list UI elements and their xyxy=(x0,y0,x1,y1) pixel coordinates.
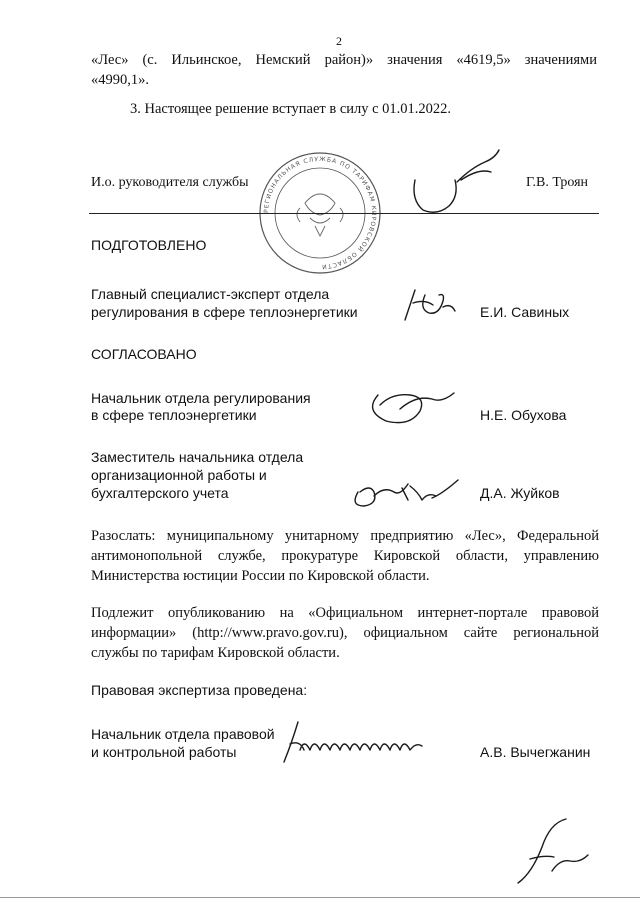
legal-review-position-line: Начальник отдела правовой xyxy=(91,726,275,742)
intro-paragraph xyxy=(91,50,597,90)
legal-review-position-line: и контрольной работы xyxy=(91,744,237,760)
stamp-emblem xyxy=(297,194,343,236)
agreed-position-line: в сфере теплоэнергетики xyxy=(91,407,257,423)
agreed-position-line: Начальник отдела регулирования xyxy=(91,390,311,406)
agreed-position-line: бухгалтерского учета xyxy=(91,485,229,501)
prepared-signature xyxy=(395,285,465,325)
item-3: 3. Настоящее решение вступает в силу с 01.01.2022. xyxy=(130,101,452,117)
agreed-signature-1 xyxy=(360,375,470,430)
legal-review-name: А.В. Вычегжанин xyxy=(480,744,591,760)
prepared-position-line: Главный специалист-эксперт отдела xyxy=(91,286,330,302)
agreed-signature-2 xyxy=(340,470,475,510)
distribution-line: антимонопольной службе, прокуратуре Кировской области, управлению xyxy=(91,548,599,564)
publication-paragraph xyxy=(91,603,599,663)
prepared-name: Е.И. Савиных xyxy=(480,304,570,320)
agreed-signer-name: Д.А. Жуйков xyxy=(480,485,560,501)
page-number: 2 xyxy=(336,34,342,48)
agreed-heading: СОГЛАСОВАНО xyxy=(91,346,197,362)
bottom-edge-line xyxy=(0,897,640,898)
legal-review-statement: Правовая экспертиза проведена: xyxy=(91,682,308,698)
initials-signature xyxy=(510,815,600,890)
head-signature xyxy=(395,140,505,220)
publication-line: службы по тарифам Кировской области. xyxy=(91,645,340,661)
intro-line: «4990,1». xyxy=(91,72,149,88)
agreed-position-line: организационной работы и xyxy=(91,467,267,483)
agreed-signer-name: Н.Е. Обухова xyxy=(480,407,567,423)
agreed-position-line: Заместитель начальника отдела xyxy=(91,449,304,465)
intro-line: «Лес» (с. Ильинское, Немский район)» значения «4619,5» значениями xyxy=(91,52,597,68)
stamp-text: РЕГИОНАЛЬНАЯ СЛУЖБА ПО ТАРИФАМ К РОВСКОЙ ОБЛАСТИ xyxy=(262,155,378,271)
prepared-heading: ПОДГОТОВЛЕНО xyxy=(91,237,207,253)
distribution-line: Разослать: муниципальному унитарному предприятию «Лес», Федеральной xyxy=(91,528,599,544)
head-position: И.о. руководителя службы xyxy=(91,175,249,190)
publication-line: Подлежит опубликованию на «Официальном интернет-портале правовой xyxy=(91,605,599,621)
distribution-line: Министерства юстиции России по Кировской области. xyxy=(91,568,430,584)
prepared-position-line: регулирования в сфере теплоэнергетики xyxy=(91,304,358,320)
distribution-paragraph xyxy=(91,526,599,586)
legal-review-signature xyxy=(270,718,445,768)
head-name: Г.В. Троян xyxy=(526,175,589,190)
publication-line: информации» (http://www.pravo.gov.ru), официальном сайте региональной xyxy=(91,625,599,641)
separator-line xyxy=(89,213,599,214)
